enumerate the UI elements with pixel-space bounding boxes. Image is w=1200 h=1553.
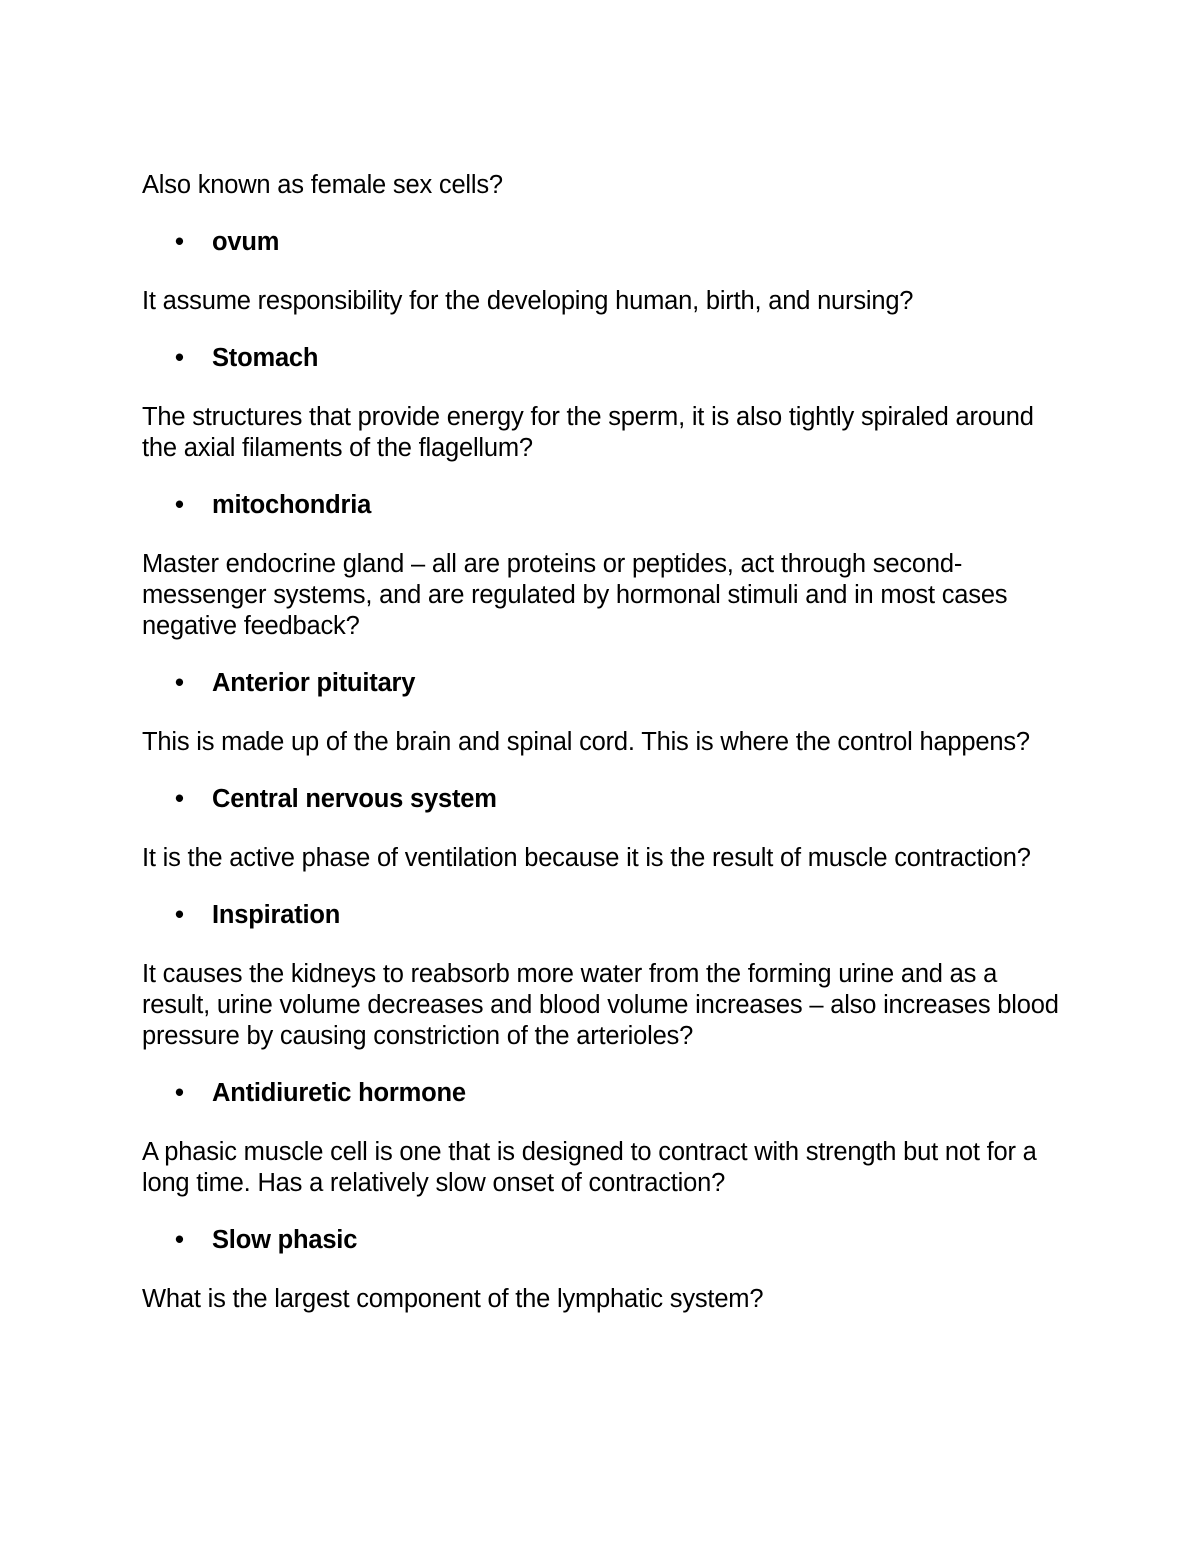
answer-item — [142, 668, 1062, 699]
bullet-icon: • — [175, 491, 184, 519]
bullet-icon: • — [175, 669, 184, 697]
answer-text: ovum — [212, 228, 280, 256]
question-text: What is the largest component of the lymphatic system? — [142, 1285, 764, 1313]
answer-text: Central nervous system — [212, 785, 497, 813]
bullet-icon: • — [175, 344, 184, 372]
question-text: It is the active phase of ventilation because it is the result of muscle contraction? — [142, 844, 1031, 872]
answer-text: Anterior pituitary — [212, 669, 416, 697]
bullet-icon: • — [175, 228, 184, 256]
question-text: A phasic muscle cell is one that is designed to contract with strength but not for a long time. Has a relatively slow onset of contraction? — [142, 1138, 1037, 1197]
answer-item — [142, 1225, 1062, 1256]
question-text: Also known as female sex cells? — [142, 171, 503, 199]
document-body — [142, 170, 1062, 1315]
answer-text: Antidiuretic hormone — [212, 1079, 466, 1107]
bullet-icon: • — [175, 1226, 184, 1254]
question-text: It assume responsibility for the developing human, birth, and nursing? — [142, 287, 914, 315]
answer-item — [142, 227, 1062, 258]
question-text: It causes the kidneys to reabsorb more water from the forming urine and as a result, urine volume decreases and blood volume increases – also increases blood pressure by causing constriction of the arterioles? — [142, 960, 1059, 1050]
answer-text: Slow phasic — [212, 1226, 358, 1254]
answer-item — [142, 784, 1062, 815]
answer-item — [142, 490, 1062, 521]
answer-text: Inspiration — [212, 901, 341, 929]
answer-text: mitochondria — [212, 491, 372, 519]
answer-item — [142, 900, 1062, 931]
bullet-icon: • — [175, 901, 184, 929]
answer-item — [142, 1078, 1062, 1109]
question-text: The structures that provide energy for the sperm, it is also tightly spiraled around the axial filaments of the flagellum? — [142, 403, 1034, 462]
bullet-icon: • — [175, 785, 184, 813]
bullet-icon: • — [175, 1079, 184, 1107]
answer-item — [142, 343, 1062, 374]
question-text: This is made up of the brain and spinal cord. This is where the control happens? — [142, 728, 1030, 756]
answer-text: Stomach — [212, 344, 319, 372]
question-text: Master endocrine gland – all are proteins or peptides, act through second-messenger systems, and are regulated by hormonal stimuli and in most cases negative feedback? — [142, 550, 1008, 640]
